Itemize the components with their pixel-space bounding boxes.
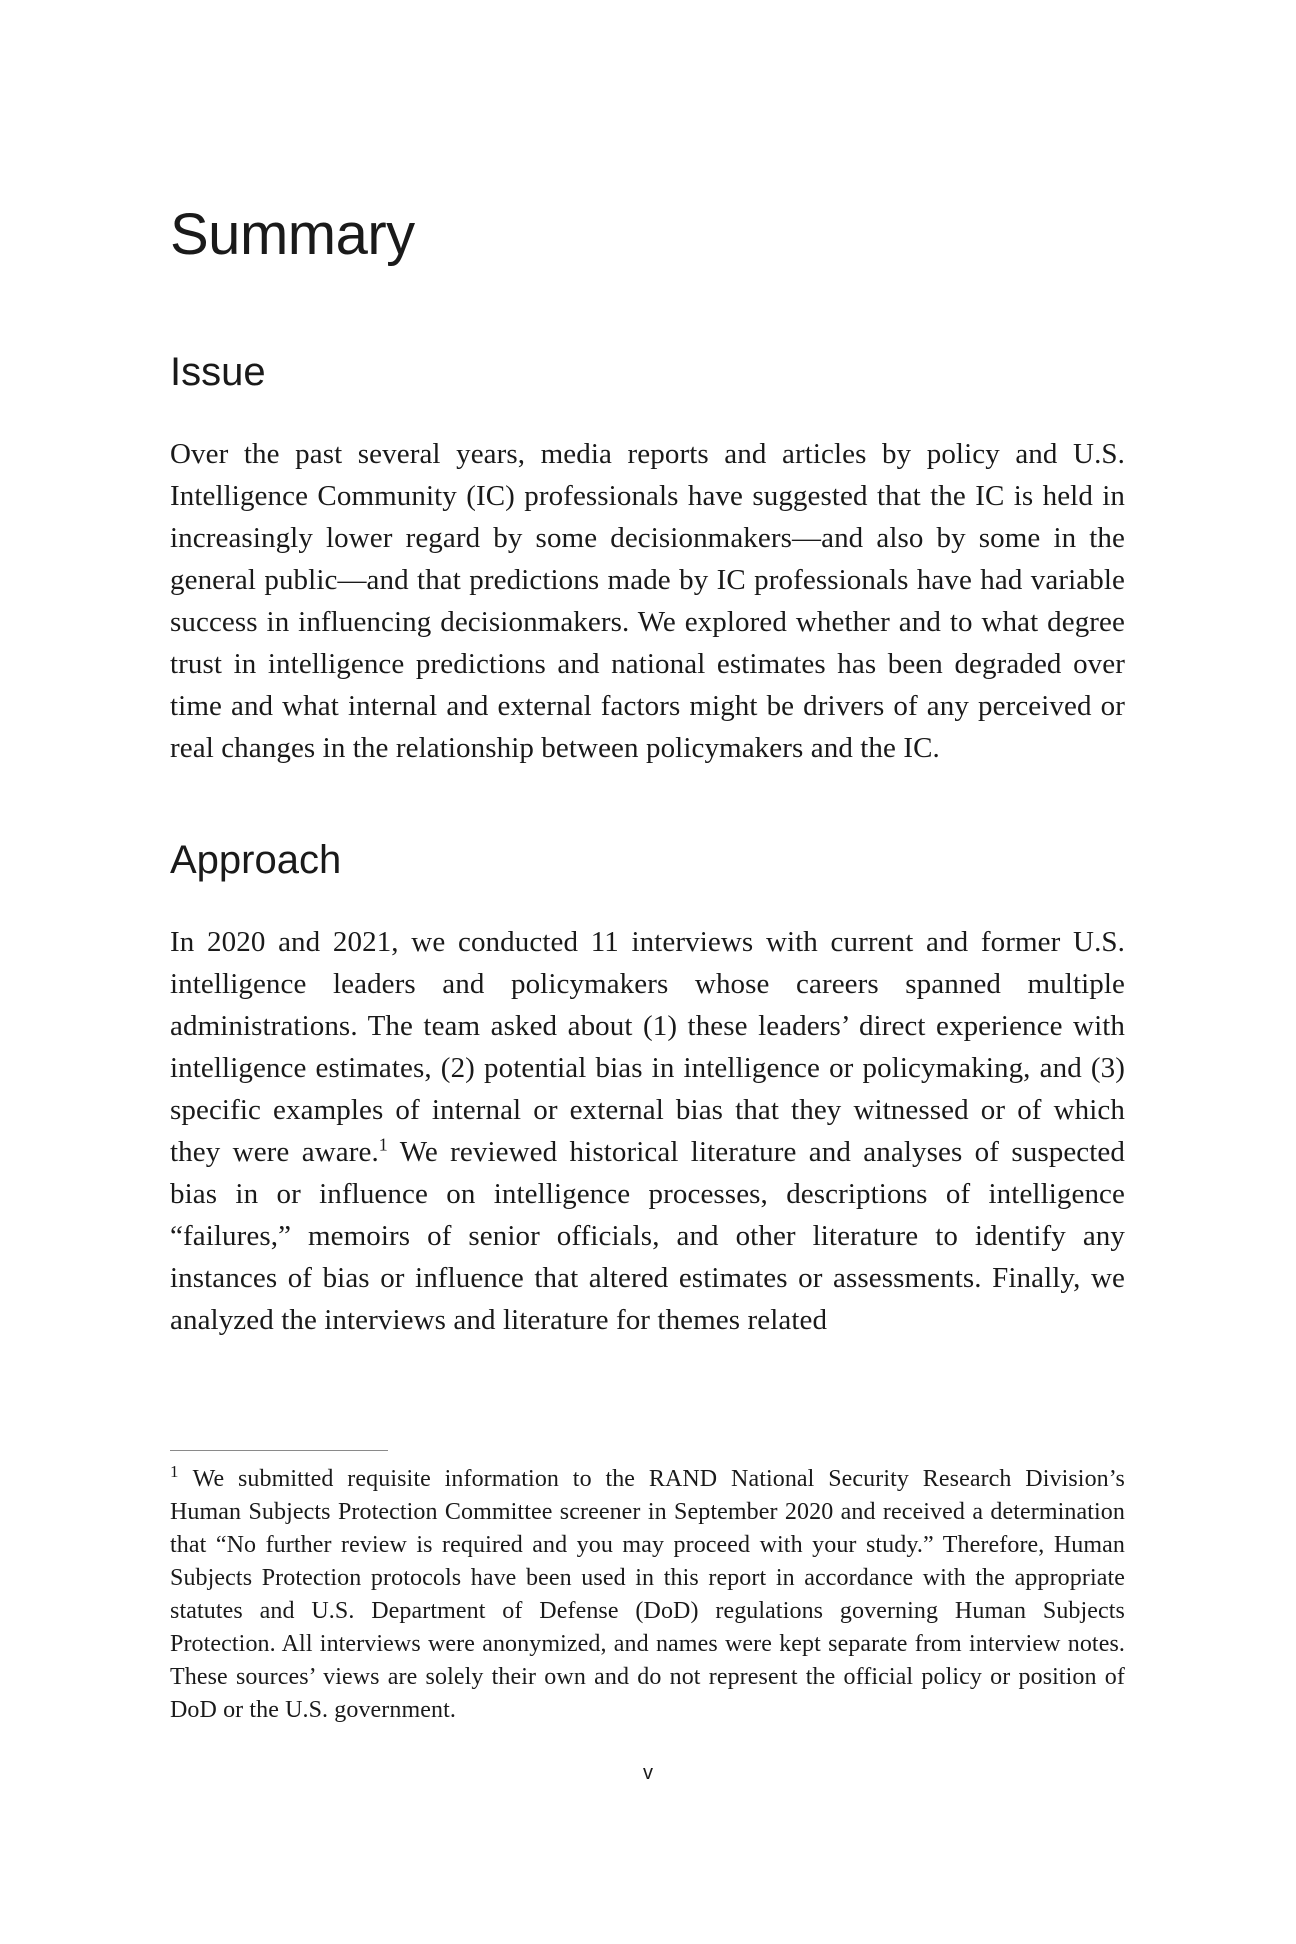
footnote-number: 1 xyxy=(170,1462,179,1481)
page-number: v xyxy=(643,1762,653,1784)
footnote-reference[interactable]: 1 xyxy=(378,1134,388,1155)
approach-paragraph xyxy=(170,921,1125,1341)
footnote-divider xyxy=(170,1450,388,1451)
footnote xyxy=(170,1463,1125,1727)
issue-heading: Issue xyxy=(170,350,266,394)
approach-paragraph-part-1: In 2020 and 2021, we conducted 11 interviews with current and former U.S. intelligence leaders and policymakers whose careers spanned multiple administrations. The team asked about (1) these leaders’ direct experience with intelligence estimates, (2) potential bias in intelligence or policymaking, and (3) specific examples of internal or external bias that they witnessed or of which they were aware. xyxy=(170,926,1125,1168)
footnote-area xyxy=(170,1450,1125,1727)
footnote-text: We submitted requisite information to the RAND National Security Research Division’s Human Subjects Protection Committee screener in September 2020 and received a determination that “No further review is required and you may proceed with your study.” Therefore, Human Subjects Protection protocols have been used in this report in accordance with the appropriate statutes and U.S. Department of Defense (DoD) regulations governing Human Subjects Protection. All interviews were anonymized, and names were kept separate from interview notes. These sources’ views are solely their own and do not represent the official policy or position of DoD or the U.S. government. xyxy=(170,1466,1125,1723)
page-title: Summary xyxy=(170,202,415,267)
issue-paragraph: Over the past several years, media reports and articles by policy and U.S. Intelligence Community (IC) professionals have suggested that the IC is held in increasingly lower regard by some decisionmakers—and also by some in the general public—and that predictions made by IC professionals have had variable success in influencing decisionmakers. We explored whether and to what degree trust in intelligence predictions and national estimates has been degraded over time and what internal and external factors might be drivers of any perceived or real changes in the relationship between policymakers and the IC. xyxy=(170,438,1125,764)
page-content xyxy=(170,195,1125,1341)
approach-heading: Approach xyxy=(170,838,342,882)
approach-paragraph-part-2: We reviewed historical literature and analyses of suspected bias in or influence on intelligence processes, descriptions of intelligence “failures,” memoirs of senior officials, and other literature to identify any instances of bias or influence that altered estimates or assessments. Finally, we analyzed the interviews and literature for themes related xyxy=(170,1136,1125,1336)
